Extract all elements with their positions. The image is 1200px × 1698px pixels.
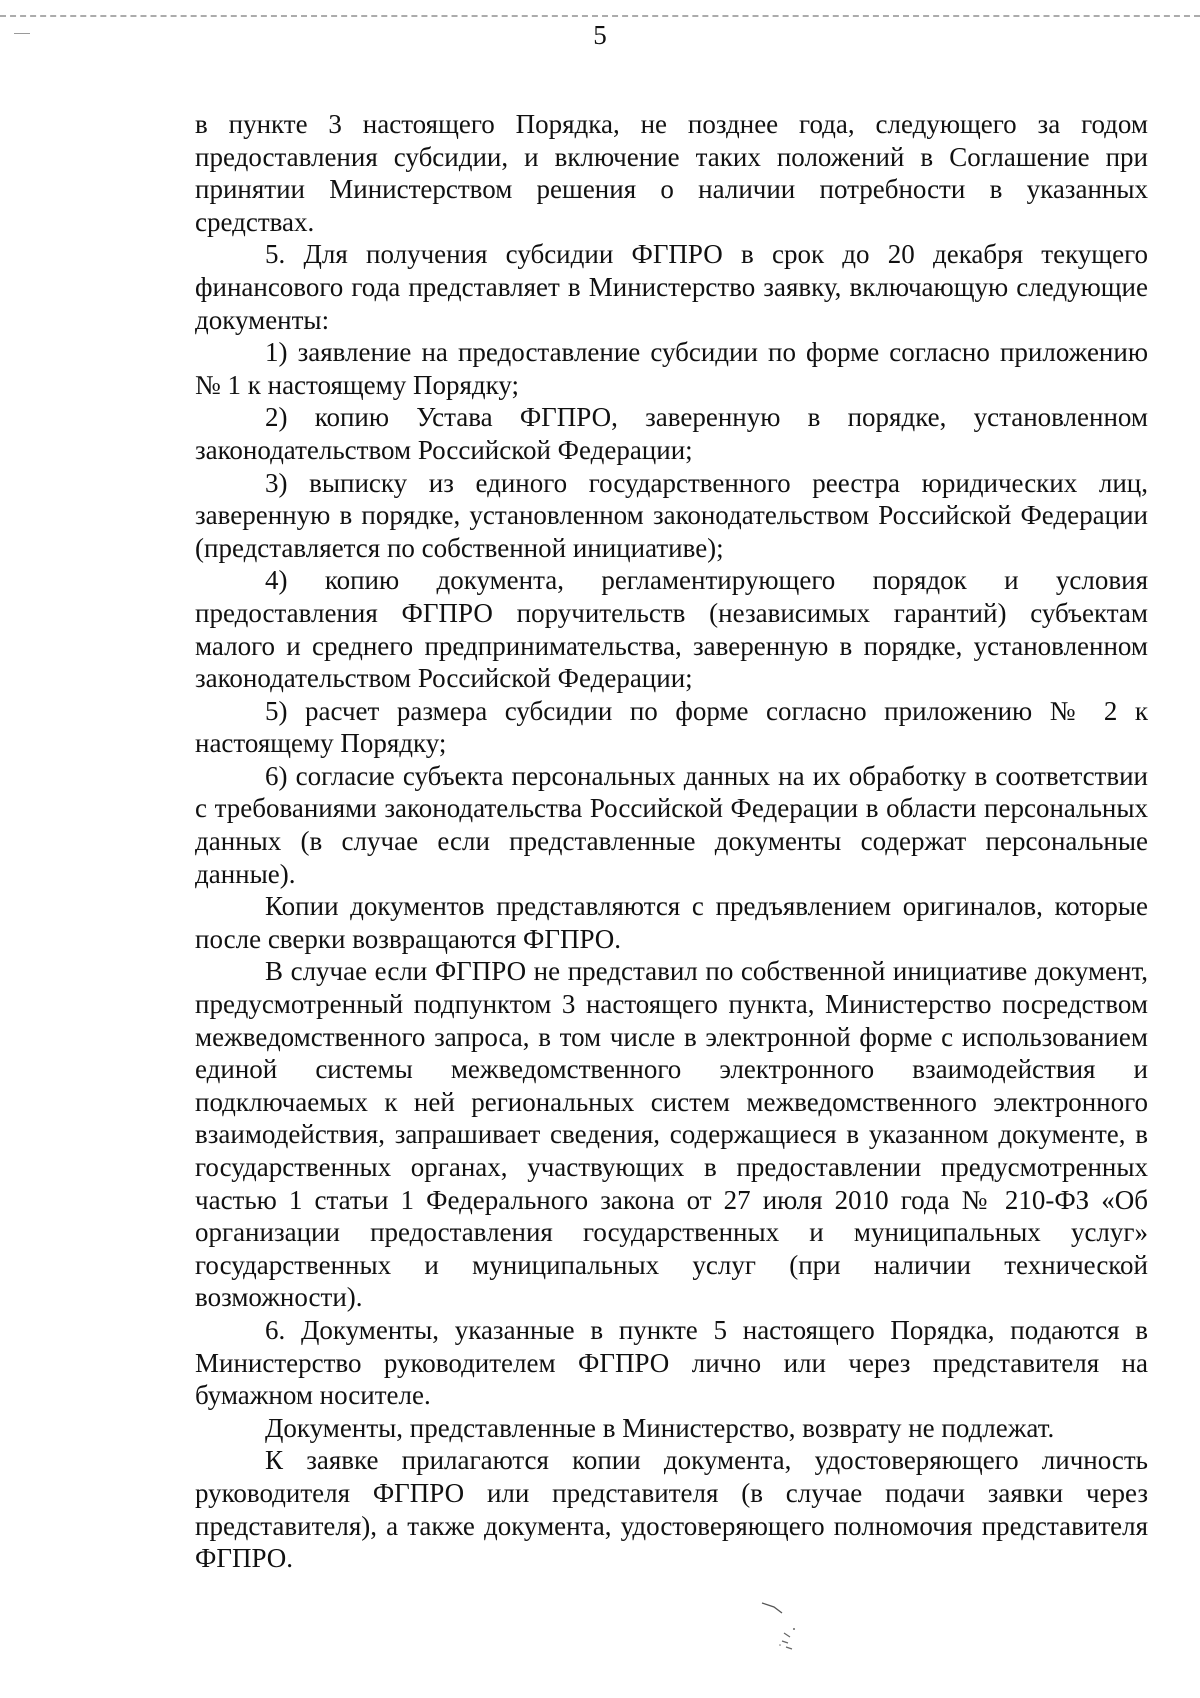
paragraph-attachments: К заявке прилагаются копии документа, удостоверяющего личность руководителя ФГПРО или представителя (в случае подачи заявки через представителя), а также документа, удостоверяющего полномочия представителя ФГПРО. bbox=[195, 1445, 1148, 1574]
paragraph-item-6: 6. Документы, указанные в пункте 5 настоящего Порядка, подаются в Министерство руководителем ФГПРО лично или через представителя на бумажном носителе. bbox=[195, 1314, 1148, 1411]
list-item-2: 2) копию Устава ФГПРО, заверенную в порядке, установленном законодательством Российской Федерации; bbox=[195, 402, 1148, 465]
paragraph-continuation: в пункте 3 настоящего Порядка, не позднее года, следующего за годом предоставления субсидии, и включение таких положений в Соглашение при принятии Министерством решения о наличии потребности в указанных средствах. bbox=[195, 109, 1148, 237]
scan-top-edge-line bbox=[0, 15, 1200, 17]
list-item-5: 5) расчет размера субсидии по форме согласно приложению № 2 к настоящему Порядку; bbox=[195, 695, 1148, 759]
scan-mark bbox=[760, 1597, 820, 1657]
page-number: 5 bbox=[593, 20, 607, 50]
list-item-4: 4) копию документа, регламентирующего порядок и условия предоставления ФГПРО поручительств (независимых гарантий) субъектам малого и среднего предпринимательства, заверенную в порядке, установленном законодательством Российской Федерации; bbox=[195, 565, 1148, 694]
paragraph-item-5: 5. Для получения субсидии ФГПРО в срок до 20 декабря текущего финансового года представляет в Министерство заявку, включающую следующие документы: bbox=[195, 239, 1148, 335]
list-item-1: 1) заявление на предоставление субсидии по форме согласно приложению № 1 к настоящему Порядку; bbox=[195, 337, 1148, 400]
list-item-6: 6) согласие субъекта персональных данных на их обработку в соответствии с требованиями законодательства Российской Федерации в области персональных данных (в случае если представленные документы содержат персональные данные). bbox=[195, 760, 1148, 889]
body-text bbox=[195, 108, 1148, 1575]
paragraph-interagency-request: В случае если ФГПРО не представил по собственной инициативе документ, предусмотренный подпунктом 3 настоящего пункта, Министерство посредством межведомственного запроса, в том числе в электронной форме с использованием единой системы межведомственного электронного взаимодействия и подключаемых к ней региональных систем межведомственного электронного взаимодействия, запрашивает сведения, содержащиеся в указанном документе, в государственных органах, участвующих в предоставлении предусмотренных частью 1 статьи 1 Федерального закона от 27 июля 2010 года № 210-ФЗ «Об организации предоставления государственных и муниципальных услуг» государственных и муниципальных услуг (при наличии технической возможности). bbox=[195, 956, 1148, 1313]
paragraph-copies: Копии документов представляются с предъявлением оригиналов, которые после сверки возвращаются ФГПРО. bbox=[195, 891, 1148, 954]
list-item-3: 3) выписку из единого государственного реестра юридических лиц, заверенную в порядке, установленном законодательством Российской Федерации (представляется по собственной инициативе); bbox=[195, 467, 1148, 563]
paragraph-no-return: Документы, представленные в Министерство, возврату не подлежат. bbox=[265, 1412, 1055, 1443]
